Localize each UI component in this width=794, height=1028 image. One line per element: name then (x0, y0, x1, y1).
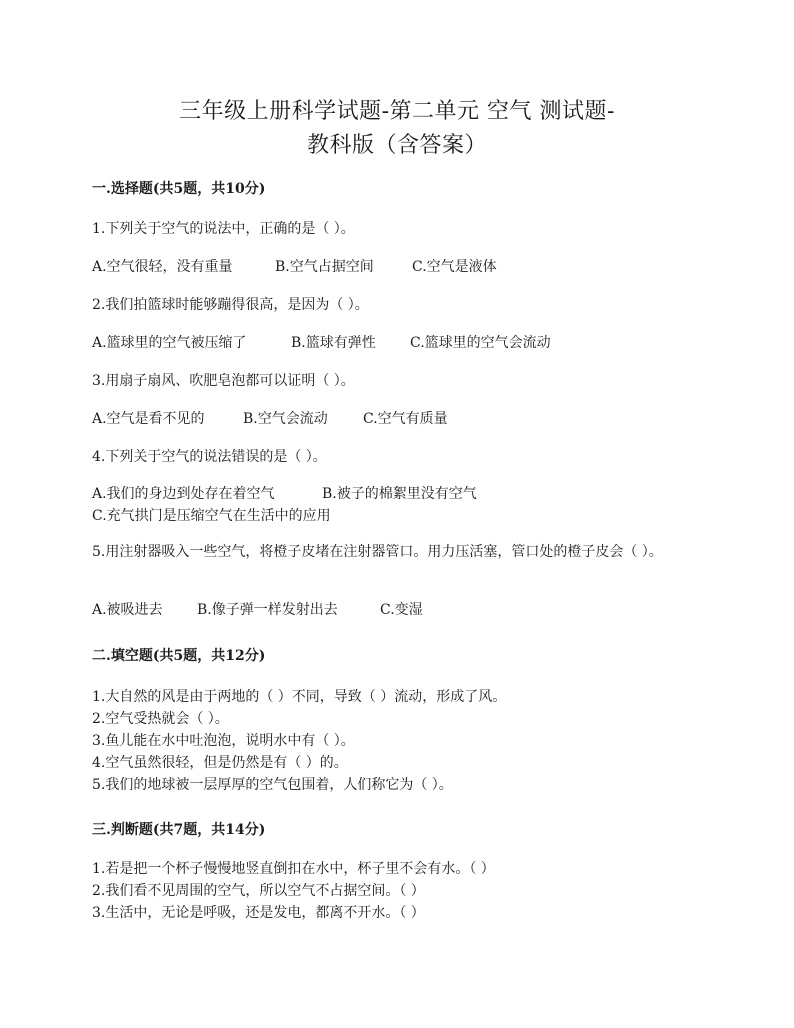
document-title (0, 95, 794, 163)
option-b: B.空气会流动 (243, 411, 328, 427)
question-1-stem: 1.下列关于空气的说法中，正确的是（ ）。 (92, 221, 355, 237)
option-c: C.篮球里的空气会流动 (410, 335, 551, 351)
question-5-stem: 5.用注射器吸入一些空气，将橙子皮堵在注射器管口。用力压活塞，管口处的橙子皮会（ ）。 (92, 544, 663, 560)
fill-blank-item-2: 2.空气受热就会（ ）。 (92, 711, 229, 727)
true-false-item-1: 1.若是把一个杯子慢慢地竖直倒扣在水中，杯子里不会有水。（ ） (92, 861, 495, 877)
fill-blank-item-1: 1.大自然的风是由于两地的（ ）不同，导致（ ）流动，形成了风。 (92, 689, 507, 705)
fill-blank-item-4: 4.空气虽然很轻，但是仍然是有（ ）的。 (92, 755, 348, 771)
option-a: A.空气很轻，没有重量 (92, 259, 233, 275)
option-a: A.空气是看不见的 (92, 411, 205, 427)
title-line-1: 三年级上册科学试题-第二单元 空气 测试题- (179, 99, 615, 124)
question-5-options (92, 599, 724, 621)
option-a: A.篮球里的空气被压缩了 (92, 335, 247, 351)
section-heading-choice: 一.选择题(共5题，共10分) (92, 181, 266, 197)
question-4-options-row1 (92, 483, 724, 505)
title-line-2: 教科版（含答案） (306, 133, 487, 158)
option-c: C.变湿 (380, 602, 423, 618)
section-heading-fill-blank: 二.填空题(共5题，共12分) (92, 648, 266, 664)
option-c: C.空气有质量 (363, 411, 448, 427)
question-3-options (92, 408, 724, 430)
fill-blank-item-5: 5.我们的地球被一层厚厚的空气包围着，人们称它为（ ）。 (92, 777, 453, 793)
question-1-options (92, 256, 724, 278)
option-c: C.空气是液体 (412, 259, 497, 275)
option-b: B.篮球有弹性 (291, 335, 376, 351)
question-4-option-c: C.充气拱门是压缩空气在生活中的应用 (92, 508, 331, 524)
question-3-stem: 3.用扇子扇风、吹肥皂泡都可以证明（ ）。 (92, 373, 355, 389)
true-false-item-3: 3.生活中，无论是呼吸，还是发电，都离不开水。（ ） (92, 905, 425, 921)
question-2-stem: 2.我们拍篮球时能够蹦得很高，是因为（ ）。 (92, 297, 369, 313)
option-a: A.被吸进去 (92, 602, 163, 618)
question-2-options (92, 332, 724, 354)
option-b: B.被子的棉絮里没有空气 (322, 486, 477, 502)
option-b: B.像子弹一样发射出去 (197, 602, 338, 618)
option-b: B.空气占据空间 (275, 259, 374, 275)
question-4-stem: 4.下列关于空气的说法错误的是（ ）。 (92, 449, 327, 465)
section-heading-true-false: 三.判断题(共7题，共14分) (92, 822, 266, 838)
fill-blank-item-3: 3.鱼儿能在水中吐泡泡，说明水中有（ ）。 (92, 733, 355, 749)
true-false-item-2: 2.我们看不见周围的空气，所以空气不占据空间。（ ） (92, 883, 425, 899)
option-a: A.我们的身边到处存在着空气 (92, 486, 275, 502)
